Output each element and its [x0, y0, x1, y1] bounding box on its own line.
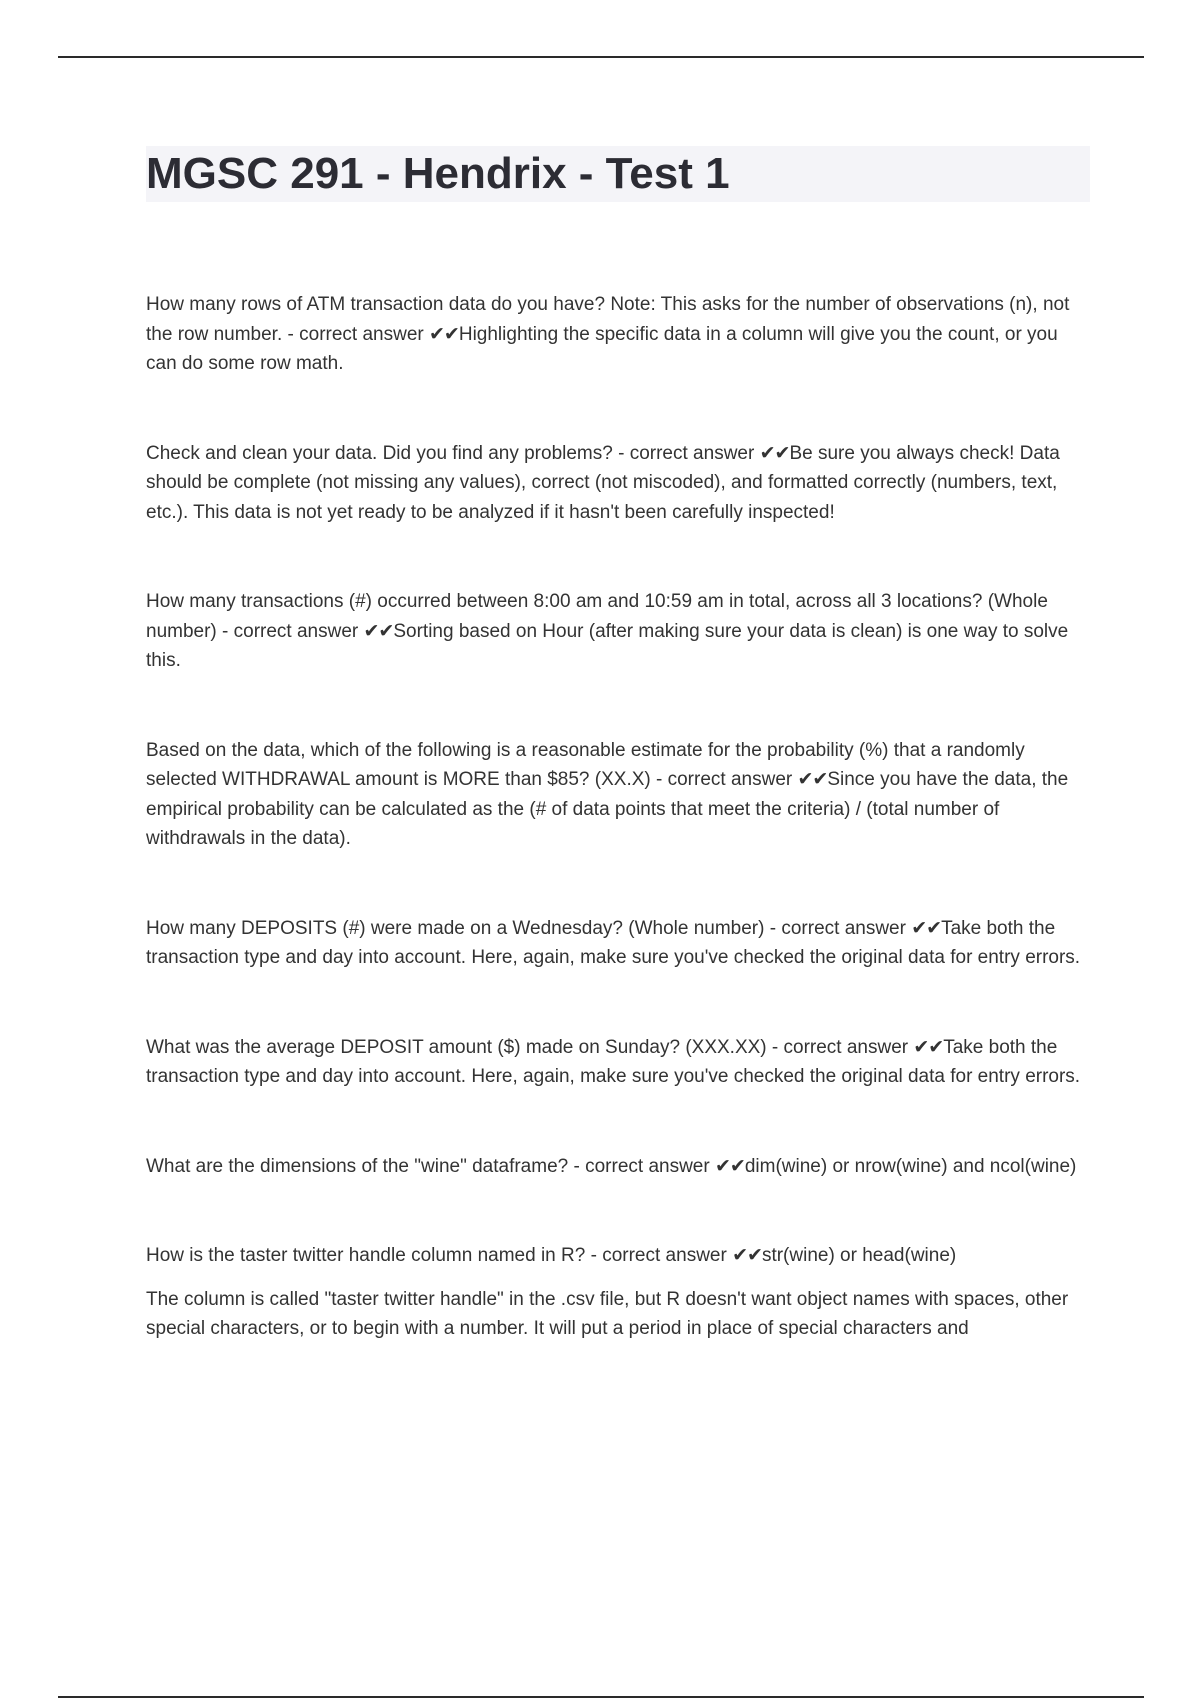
answer-text: str(wine) or head(wine) [761, 1245, 957, 1266]
check-icon: ✔✔ [363, 620, 394, 642]
answer-text: Be sure you always check! Data should be complete (not missing any values), correct (not miscoded), and formatted correctly (numbers, text, etc.). This data is not yet ready to be analyzed if it hasn't been carefully inspected! [146, 442, 1060, 523]
answer-marker: - correct answer [766, 1036, 914, 1058]
check-icon: ✔✔ [911, 917, 942, 939]
qa-item [146, 1152, 1090, 1182]
answer-marker: - correct answer [650, 769, 798, 790]
qa-item [146, 1033, 1090, 1092]
qa-text [146, 914, 1090, 973]
answer-text: Sorting based on Hour (after making sure your data is clean) is one way to solve this. [146, 620, 1069, 671]
qa-text [146, 587, 1090, 676]
question-text: How many DEPOSITS (#) were made on a Wednesday? (Whole number) [146, 917, 765, 939]
question-text: What are the dimensions of the "wine" dataframe? [146, 1155, 569, 1177]
qa-list [146, 290, 1090, 1344]
qa-item [146, 1241, 1090, 1271]
question-text: How many rows of ATM transaction data do you have? Note: This asks for the number of observations (n), not the row number. [146, 294, 1070, 345]
qa-text [146, 1241, 1090, 1271]
answer-marker: - correct answer [282, 323, 430, 345]
qa-item [146, 736, 1090, 854]
answer-text: Take both the transaction type and day into account. Here, again, make sure you've checked the original data for entry errors. [146, 1036, 1081, 1087]
page-title: MGSC 291 - Hendrix - Test 1 [146, 149, 730, 198]
answer-text: dim(wine) or nrow(wine) and ncol(wine) [744, 1155, 1077, 1177]
qa-item [146, 914, 1090, 973]
qa-text [146, 736, 1090, 854]
bottom-divider [58, 1696, 1144, 1698]
top-divider [58, 56, 1144, 58]
question-text: What was the average DEPOSIT amount ($) made on Sunday? (XXX.XX) [146, 1036, 767, 1058]
question-text: How is the taster twitter handle column named in R? [146, 1245, 586, 1266]
qa-text [146, 290, 1090, 379]
answer-marker: - correct answer [216, 620, 364, 642]
answer-marker: - correct answer [585, 1245, 733, 1266]
answer-marker: - correct answer [764, 917, 912, 939]
answer-text: Since you have the data, the empirical probability can be calculated as the (# of data points that meet the criteria) / (total number of withdrawals in the data). [146, 769, 1069, 849]
answer-text: Take both the transaction type and day into account. Here, again, make sure you've checked the original data for entry errors. [146, 917, 1081, 968]
qa-text [146, 1152, 1090, 1182]
answer-continuation: The column is called "taster twitter handle" in the .csv file, but R doesn't want object names with spaces, other special characters, or to begin with a number. It will put a period in place of special characters and [146, 1288, 1069, 1339]
question-text: Check and clean your data. Did you find any problems? [146, 442, 613, 464]
check-icon: ✔✔ [759, 442, 790, 464]
check-icon: ✔✔ [913, 1036, 944, 1058]
qa-item [146, 587, 1090, 676]
check-icon: ✔✔ [429, 323, 459, 345]
qa-text [146, 1033, 1090, 1092]
qa-item [146, 439, 1090, 528]
check-icon: ✔✔ [797, 769, 828, 790]
answer-marker: - correct answer [612, 442, 760, 464]
check-icon: ✔✔ [714, 1155, 745, 1177]
question-text: Based on the data, which of the following is a reasonable estimate for the probability (%) that a randomly selected WITHDRAWAL amount is MORE than $85? (XX.X) [146, 739, 1025, 790]
answer-text: Highlighting the specific data in a column will give you the count, or you can do some row math. [146, 323, 1058, 374]
qa-text [146, 439, 1090, 528]
answer-marker: - correct answer [568, 1155, 715, 1177]
qa-item [146, 290, 1090, 379]
question-text: How many transactions (#) occurred between 8:00 am and 10:59 am in total, across all 3 locations? (Whole number) [146, 591, 1048, 642]
check-icon: ✔✔ [732, 1245, 762, 1266]
